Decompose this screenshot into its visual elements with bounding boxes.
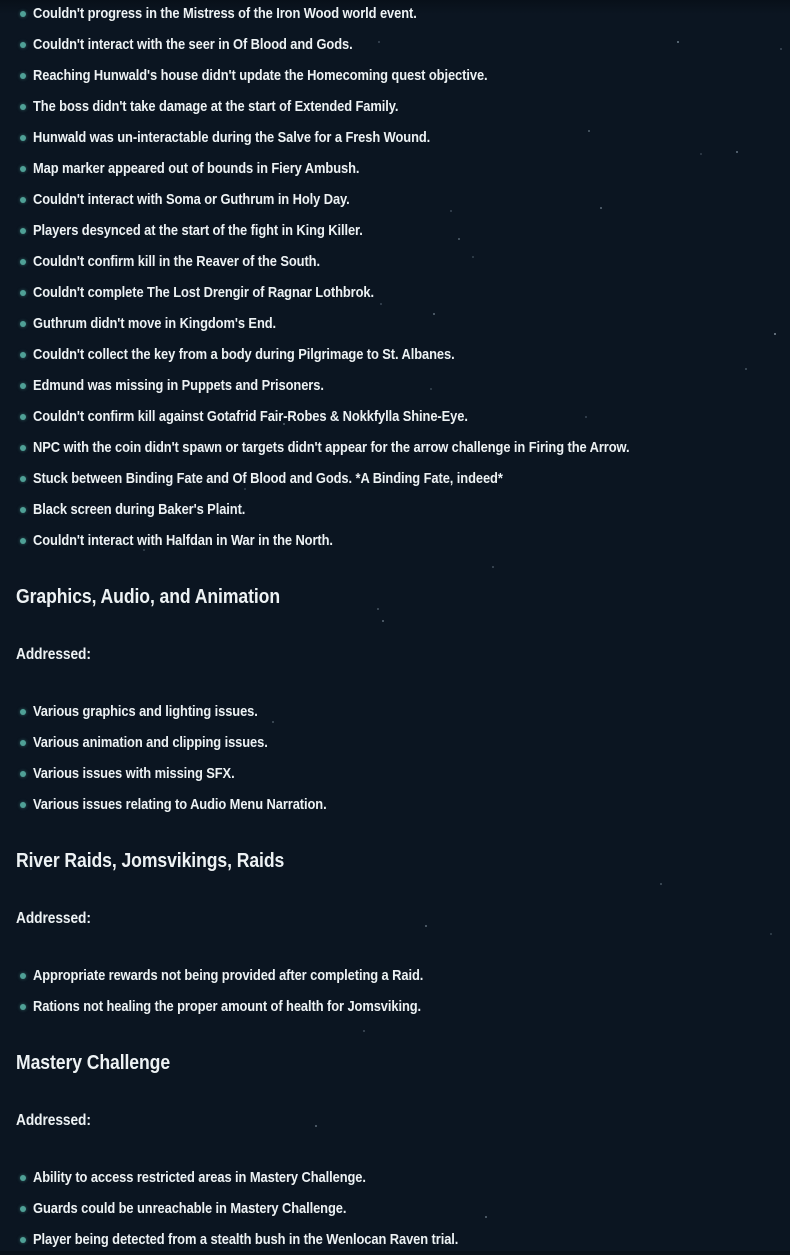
issue-text: Couldn't complete The Lost Drengir of Ragnar Lothbrok. bbox=[33, 284, 375, 301]
list-item bbox=[16, 29, 774, 60]
addressed-list bbox=[16, 1162, 774, 1255]
issue-text: Rations not healing the proper amount of health for Jomsviking. bbox=[33, 998, 422, 1015]
bullet-icon bbox=[20, 42, 26, 48]
issue-text: Couldn't progress in the Mistress of the Iron Wood world event. bbox=[33, 5, 417, 22]
issue-text: Various issues with missing SFX. bbox=[33, 765, 235, 782]
list-item bbox=[16, 370, 774, 401]
list-item bbox=[16, 727, 774, 758]
issue-text: Couldn't interact with Soma or Guthrum in Holy Day. bbox=[33, 191, 350, 208]
list-item bbox=[16, 277, 774, 308]
bullet-icon bbox=[20, 1237, 26, 1243]
list-item bbox=[16, 339, 774, 370]
list-item bbox=[16, 1193, 774, 1224]
addressed-list bbox=[16, 696, 774, 820]
bullet-icon bbox=[20, 1175, 26, 1181]
bullet-icon bbox=[20, 321, 26, 327]
bullet-icon bbox=[20, 135, 26, 141]
list-item bbox=[16, 463, 774, 494]
section-graphics-audio-animation bbox=[16, 586, 774, 820]
issue-text: NPC with the coin didn't spawn or targets didn't appear for the arrow challenge in Firing the Arrow. bbox=[33, 439, 630, 456]
bullet-icon bbox=[20, 104, 26, 110]
section-title: Mastery Challenge bbox=[16, 1052, 171, 1074]
bullet-icon bbox=[20, 166, 26, 172]
section-title: River Raids, Jomsvikings, Raids bbox=[16, 850, 285, 872]
bullet-icon bbox=[20, 476, 26, 482]
list-item bbox=[16, 122, 774, 153]
addressed-list bbox=[16, 960, 774, 1022]
addressed-label: Addressed: bbox=[16, 910, 91, 927]
section-title: Graphics, Audio, and Animation bbox=[16, 586, 280, 608]
issue-text: Appropriate rewards not being provided after completing a Raid. bbox=[33, 967, 424, 984]
bullet-icon bbox=[20, 507, 26, 513]
list-item bbox=[16, 153, 774, 184]
issue-text: Players desynced at the start of the fight in King Killer. bbox=[33, 222, 363, 239]
bullet-icon bbox=[20, 290, 26, 296]
issue-text: Guthrum didn't move in Kingdom's End. bbox=[33, 315, 277, 332]
list-item bbox=[16, 1162, 774, 1193]
issue-text: Various graphics and lighting issues. bbox=[33, 703, 258, 720]
list-item bbox=[16, 60, 774, 91]
issue-text: Couldn't collect the key from a body during Pilgrimage to St. Albanes. bbox=[33, 346, 455, 363]
issues-list bbox=[16, 0, 774, 556]
bullet-icon bbox=[20, 228, 26, 234]
issue-text: Edmund was missing in Puppets and Prisoners. bbox=[33, 377, 324, 394]
issue-text: Couldn't interact with the seer in Of Blood and Gods. bbox=[33, 36, 353, 53]
list-item bbox=[16, 432, 774, 463]
bullet-icon bbox=[20, 197, 26, 203]
section-river-raids-jomsvikings-raids bbox=[16, 850, 774, 1022]
list-item bbox=[16, 0, 774, 29]
bullet-icon bbox=[20, 383, 26, 389]
list-item bbox=[16, 960, 774, 991]
bullet-icon bbox=[20, 740, 26, 746]
bullet-icon bbox=[20, 352, 26, 358]
issue-text: Stuck between Binding Fate and Of Blood and Gods. *A Binding Fate, indeed* bbox=[33, 470, 503, 487]
section-mastery-challenge bbox=[16, 1052, 774, 1255]
addressed-label: Addressed: bbox=[16, 646, 91, 663]
bullet-icon bbox=[20, 1206, 26, 1212]
issue-text: Ability to access restricted areas in Mastery Challenge. bbox=[33, 1169, 366, 1186]
addressed-label: Addressed: bbox=[16, 1112, 91, 1129]
bullet-icon bbox=[20, 709, 26, 715]
list-item bbox=[16, 789, 774, 820]
list-item bbox=[16, 494, 774, 525]
list-item bbox=[16, 758, 774, 789]
issue-text: Various animation and clipping issues. bbox=[33, 734, 268, 751]
bullet-icon bbox=[20, 771, 26, 777]
list-item bbox=[16, 215, 774, 246]
issue-text: The boss didn't take damage at the start of Extended Family. bbox=[33, 98, 399, 115]
bullet-icon bbox=[20, 11, 26, 17]
issue-text: Player being detected from a stealth bush in the Wenlocan Raven trial. bbox=[33, 1231, 459, 1248]
issue-text: Couldn't confirm kill against Gotafrid Fair-Robes & Nokkfylla Shine-Eye. bbox=[33, 408, 468, 425]
list-item bbox=[16, 308, 774, 339]
issue-text: Various issues relating to Audio Menu Narration. bbox=[33, 796, 327, 813]
issue-text: Black screen during Baker's Plaint. bbox=[33, 501, 246, 518]
bullet-icon bbox=[20, 973, 26, 979]
issue-text: Hunwald was un-interactable during the Salve for a Fresh Wound. bbox=[33, 129, 431, 146]
bullet-icon bbox=[20, 445, 26, 451]
list-item bbox=[16, 1224, 774, 1255]
issue-text: Guards could be unreachable in Mastery Challenge. bbox=[33, 1200, 347, 1217]
list-item bbox=[16, 696, 774, 727]
bullet-icon bbox=[20, 1004, 26, 1010]
list-item bbox=[16, 91, 774, 122]
list-item bbox=[16, 246, 774, 277]
list-item bbox=[16, 525, 774, 556]
list-item bbox=[16, 184, 774, 215]
issue-text: Couldn't interact with Halfdan in War in the North. bbox=[33, 532, 333, 549]
bullet-icon bbox=[20, 538, 26, 544]
issue-text: Couldn't confirm kill in the Reaver of the South. bbox=[33, 253, 320, 270]
list-item bbox=[16, 401, 774, 432]
issue-text: Reaching Hunwald's house didn't update the Homecoming quest objective. bbox=[33, 67, 488, 84]
bullet-icon bbox=[20, 802, 26, 808]
list-item bbox=[16, 991, 774, 1022]
bullet-icon bbox=[20, 73, 26, 79]
bullet-icon bbox=[20, 414, 26, 420]
bullet-icon bbox=[20, 259, 26, 265]
issue-text: Map marker appeared out of bounds in Fiery Ambush. bbox=[33, 160, 360, 177]
